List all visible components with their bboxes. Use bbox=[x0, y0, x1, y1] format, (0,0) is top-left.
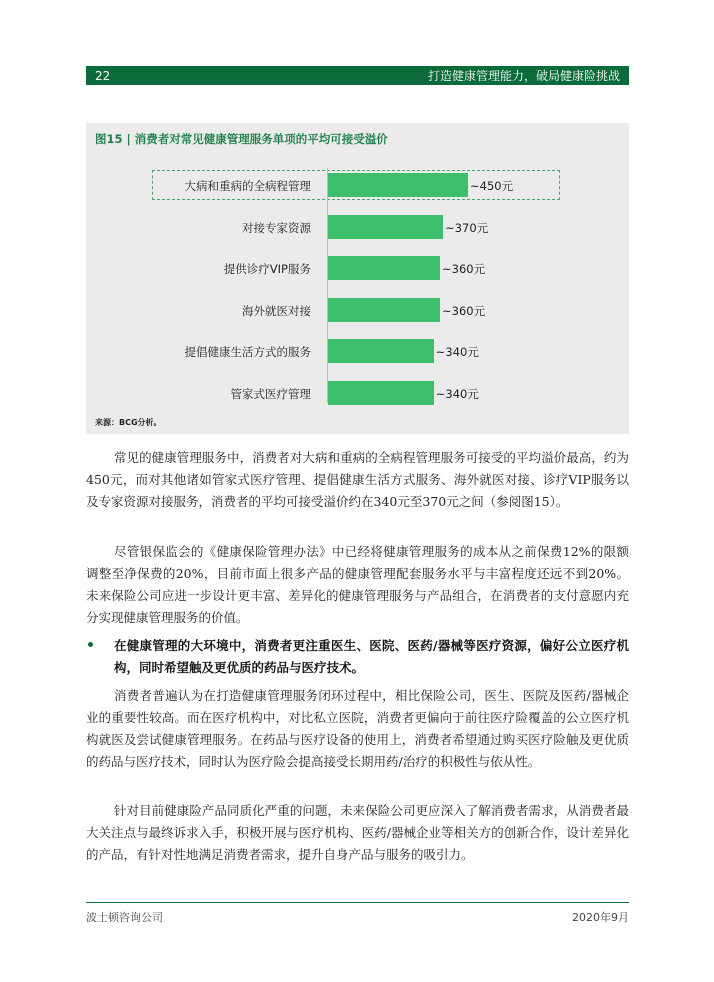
paragraph-4: 针对目前健康险产品同质化严重的问题，未来保险公司更应深入了解消费者需求，从消费者最大关注点与最终诉求入手，积极开展与医疗机构、医药/器械企业等相关方的创新合作，设计差异化的产品，有针对性地满足消费者需求，提升自身产品与服务的吸引力。 bbox=[86, 803, 629, 862]
value-label: ~370元 bbox=[445, 220, 489, 235]
category-label: 提倡健康生活方式的服务 bbox=[184, 345, 311, 359]
category-label: 对接专家资源 bbox=[242, 220, 311, 235]
bar bbox=[328, 298, 440, 322]
value-label: ~360元 bbox=[442, 262, 486, 276]
bullet-point bbox=[86, 635, 629, 679]
page-number: 22 bbox=[95, 68, 111, 83]
footer-date: 2020年9月 bbox=[572, 911, 629, 924]
paragraph-1: 常见的健康管理服务中，消费者对大病和重病的全病程管理服务可接受的平均溢价最高，约为450元，而对其他诸如管家式医疗管理、提倡健康生活方式服务、海外就医对接、诊疗VIP服务以及专家资源对接服务，消费者的平均可接受溢价约在340元至370元之间（参阅图15）。 bbox=[86, 450, 629, 509]
value-label: ~450元 bbox=[470, 179, 514, 193]
paragraph-3: 消费者普遍认为在打造健康管理服务闭环过程中，相比保险公司，医生、医院及医药/器械企业的重要性较高。而在医疗机构中，对比私立医院，消费者更偏向于前往医疗险覆盖的公立医疗机构就医及尝试健康管理服务。在药品与医疗设备的使用上，消费者希望通过购买医疗险触及更优质的药品与医疗技术，同时认为医疗险会提高接受长期用药/治疗的积极性与依从性。 bbox=[86, 688, 629, 769]
bar bbox=[328, 381, 434, 405]
footer-divider bbox=[86, 902, 629, 903]
category-label: 大病和重病的全病程管理 bbox=[184, 179, 311, 193]
figure-source: 来源：BCG分析。 bbox=[95, 418, 162, 427]
bullet-text: 在健康管理的大环境中，消费者更注重医生、医院、医药/器械等医疗资源，偏好公立医疗机构，同时希望触及更优质的药品与医疗技术。 bbox=[114, 638, 629, 675]
bar bbox=[328, 215, 443, 239]
value-label: ~340元 bbox=[435, 345, 479, 359]
figure-panel bbox=[86, 123, 629, 434]
value-label: ~360元 bbox=[442, 303, 486, 318]
bar bbox=[328, 173, 468, 197]
category-label: 海外就医对接 bbox=[242, 303, 311, 318]
axis-line bbox=[327, 168, 328, 403]
bar bbox=[328, 339, 434, 363]
value-label: ~340元 bbox=[435, 386, 479, 401]
section-title: 打造健康管理能力，破局健康险挑战 bbox=[427, 69, 620, 83]
category-label: 提供诊疗VIP服务 bbox=[223, 262, 311, 276]
paragraph-2: 尽管银保监会的《健康保险管理办法》中已经将健康管理服务的成本从之前保费12%的限额调整至净保费的20%，目前市面上很多产品的健康管理配套服务水平与丰富程度还远不到20%。未来保险公司应进一步设计更丰富、差异化的健康管理服务与产品组合，在消费者的支付意愿内充分实现健康管理服务的价值。 bbox=[86, 544, 629, 625]
figure-title: 图15 | 消费者对常见健康管理服务单项的平均可接受溢价 bbox=[95, 132, 388, 146]
category-label: 管家式医疗管理 bbox=[230, 386, 311, 401]
bullet-icon bbox=[88, 642, 93, 647]
footer-company: 波士顿咨询公司 bbox=[86, 911, 163, 924]
page-header bbox=[86, 66, 629, 85]
bar bbox=[328, 256, 440, 280]
